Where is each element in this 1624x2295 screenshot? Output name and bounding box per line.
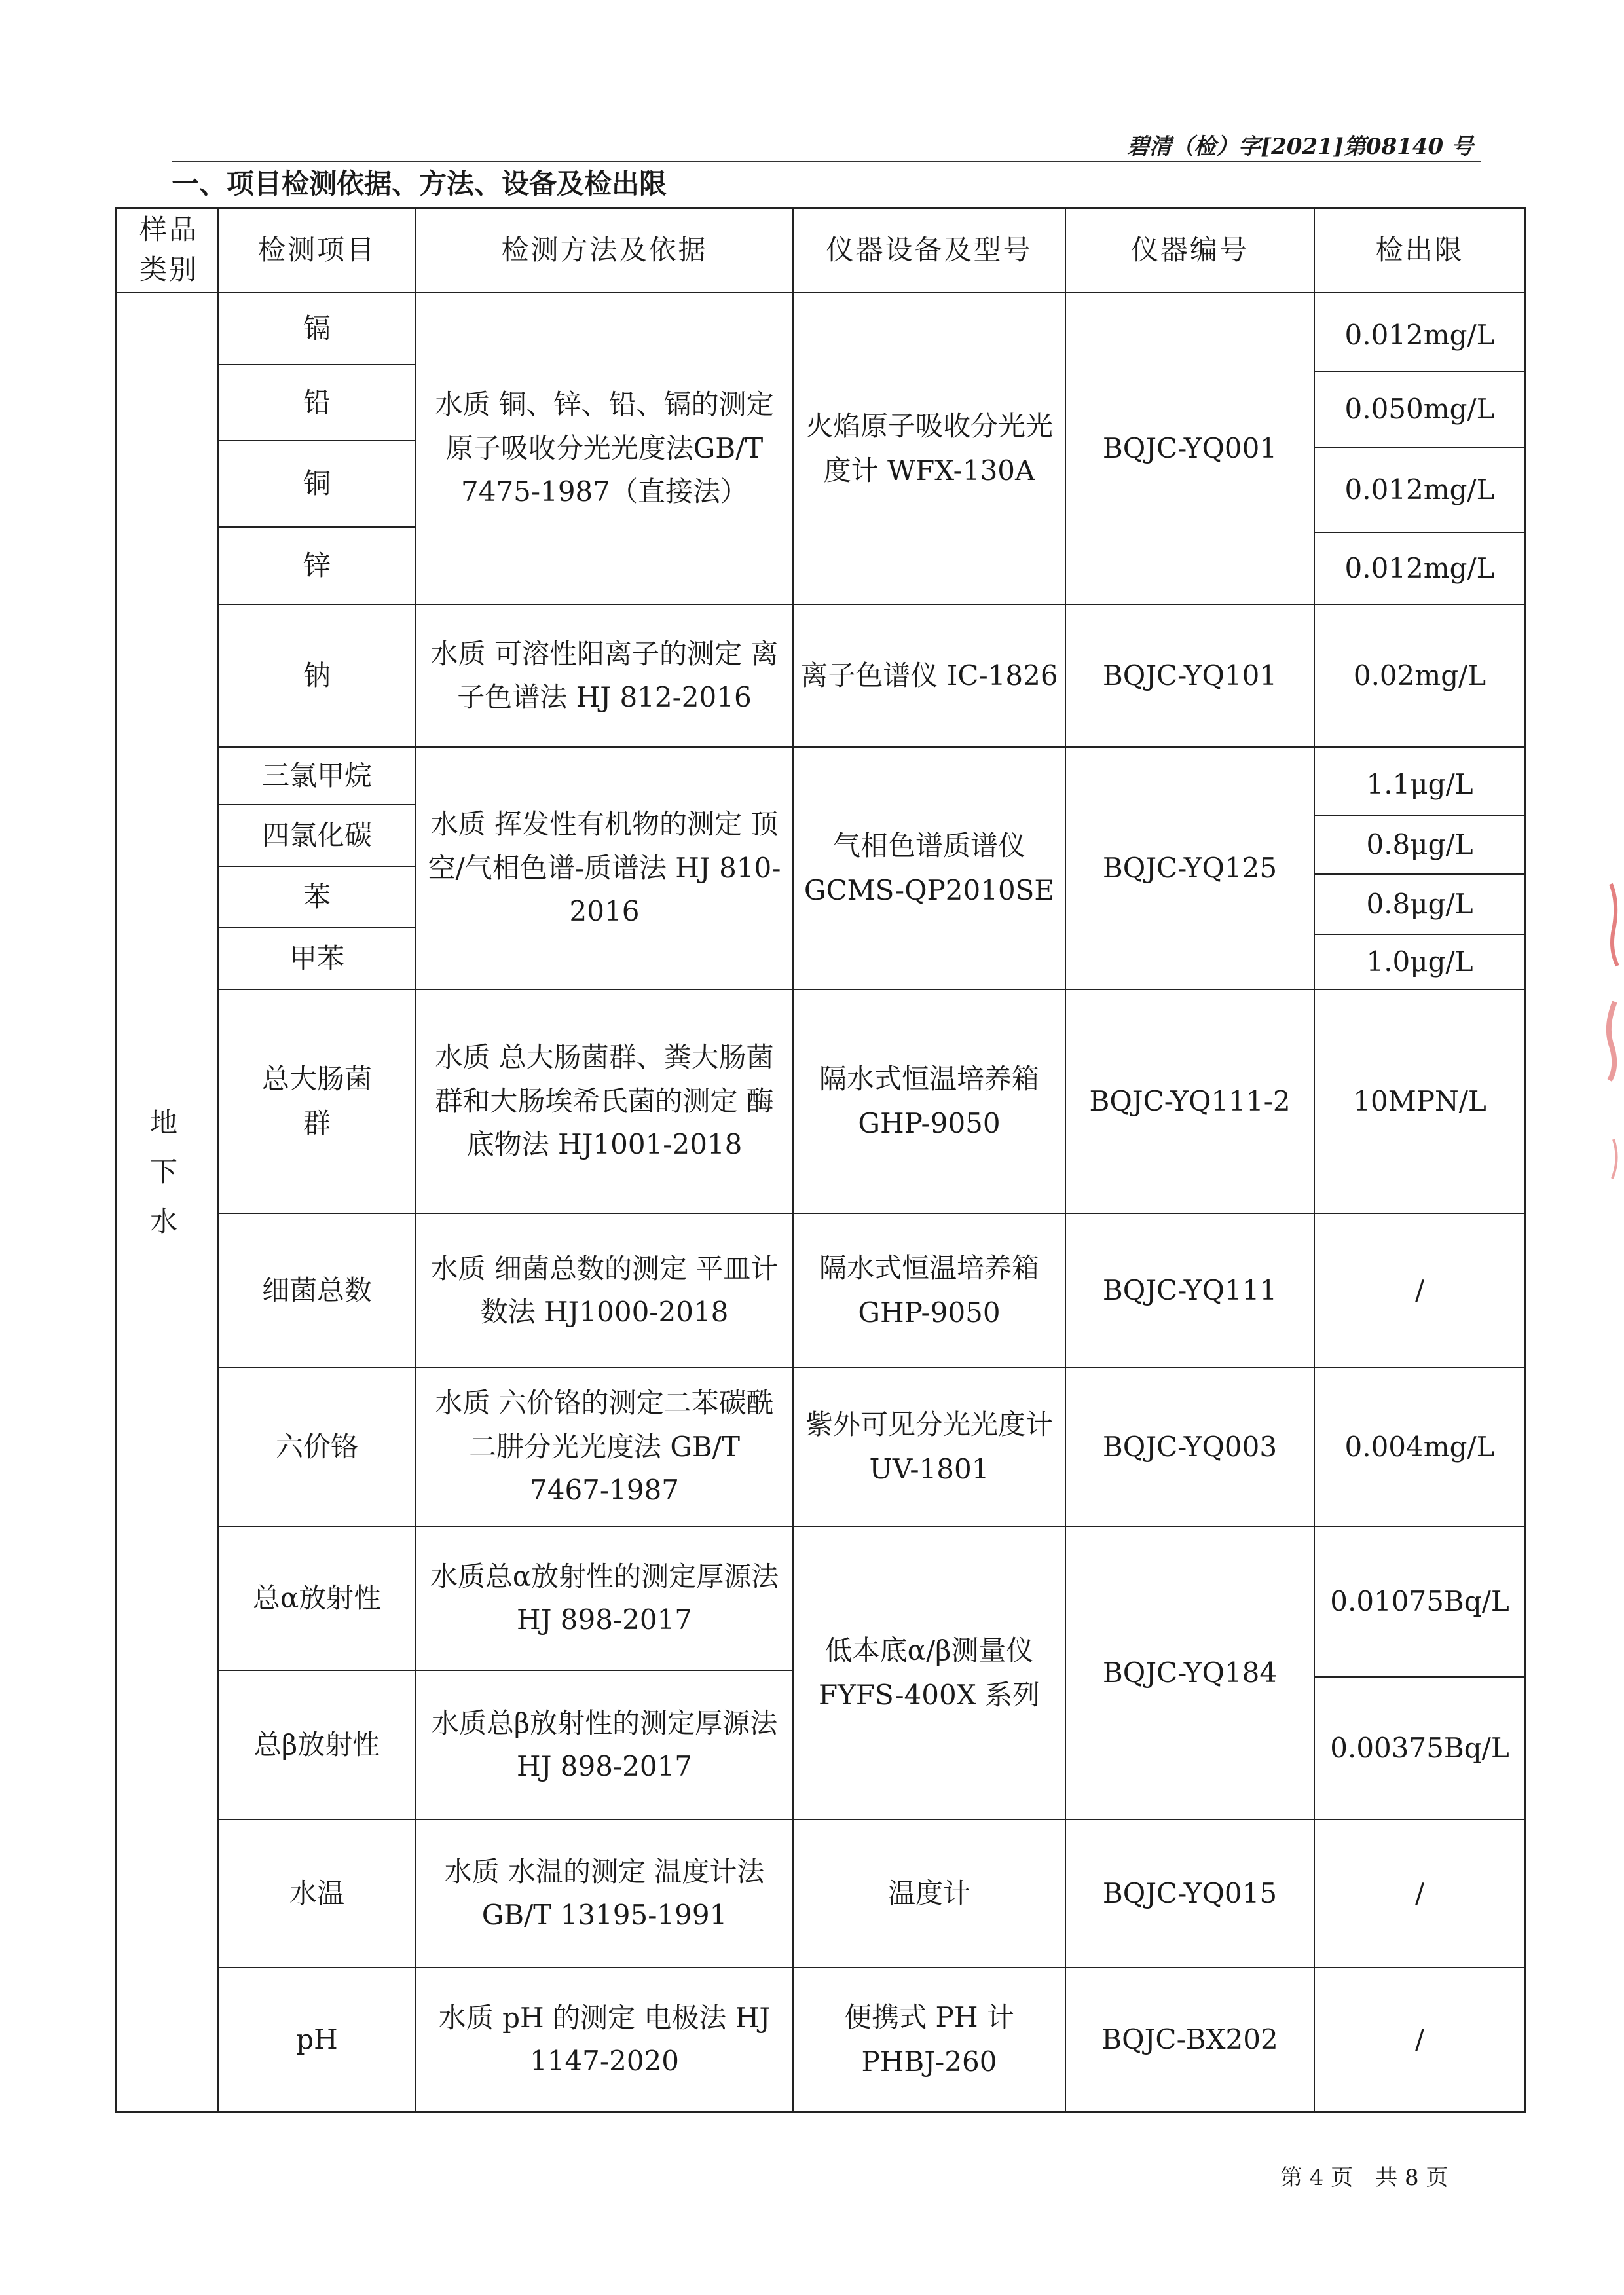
limit-cell: 0.00375Bq/L — [1330, 1731, 1509, 1764]
instrument-id-cell: BQJC-BX202 — [1101, 2023, 1278, 2055]
instrument-id-cell: BQJC-YQ003 — [1102, 1430, 1278, 1463]
instrument-id-cell: BQJC-YQ111-2 — [1089, 1084, 1291, 1117]
method-cell: 水质 挥发性有机物的测定 顶空/气相色谱-质谱法 HJ 810-2016 — [428, 808, 781, 928]
method-cell: 水质 总大肠菌群、粪大肠菌群和大肠埃希氏菌的测定 酶底物法 HJ1001-2018 — [435, 1041, 774, 1161]
limit-cell: / — [1414, 1877, 1425, 1909]
item-cell: 钠 — [303, 659, 331, 691]
header-instrument-id: 仪器编号 — [1130, 233, 1249, 266]
limit-cell: 1.1μg/L — [1366, 767, 1473, 800]
instrument-id-cell: BQJC-YQ015 — [1102, 1877, 1278, 1909]
method-cell: 水质总β放射性的测定厚源法 HJ 898-2017 — [431, 1706, 778, 1782]
limit-cell: 0.012mg/L — [1344, 551, 1495, 584]
limit-cell: 0.012mg/L — [1344, 473, 1495, 505]
limit-cell: 0.8μg/L — [1366, 828, 1473, 860]
header-detection-limit: 检出限 — [1375, 233, 1464, 266]
limit-cell: / — [1414, 2023, 1425, 2055]
report-number: 碧清（检）字[2021]第08140 号 — [1127, 134, 1473, 160]
item-cell: 镉 — [303, 312, 331, 344]
header-instrument: 仪器设备及型号 — [826, 233, 1033, 266]
instrument-cell: 紫外可见分光光度计UV-1801 — [805, 1408, 1053, 1485]
limit-cell: 1.0μg/L — [1366, 945, 1473, 978]
method-cell: 水质总α放射性的测定厚源法 HJ 898-2017 — [430, 1560, 779, 1636]
item-cell: 甲苯 — [289, 942, 344, 974]
method-cell: 水质 铜、锌、铅、镉的测定原子吸收分光光度法GB/T 7475-1987（直接法） — [435, 388, 774, 508]
item-cell: 铜 — [303, 467, 331, 500]
header-test-item: 检测项目 — [257, 233, 376, 266]
instrument-id-cell: BQJC-YQ111 — [1102, 1274, 1278, 1306]
instrument-id-cell: BQJC-YQ184 — [1102, 1656, 1278, 1689]
item-cell: 铅 — [303, 386, 331, 418]
instrument-cell: 低本底α/β测量仪 FYFS-400X 系列 — [819, 1634, 1040, 1711]
item-cell: 苯 — [303, 880, 331, 913]
limit-cell: 0.01075Bq/L — [1330, 1585, 1509, 1617]
limit-cell: 0.02mg/L — [1353, 659, 1486, 691]
method-cell: 水质 细菌总数的测定 平皿计数法 HJ1000-2018 — [430, 1252, 779, 1328]
seal-stamp-fragment — [1585, 851, 1624, 1218]
item-cell: 总β放射性 — [253, 1728, 380, 1761]
item-cell: 细菌总数 — [261, 1274, 372, 1306]
item-cell: 水温 — [289, 1877, 344, 1909]
item-cell: 六价铬 — [275, 1430, 358, 1463]
method-cell: 水质 可溶性阳离子的测定 离子色谱法 HJ 812-2016 — [430, 637, 779, 713]
instrument-cell: 隔水式恒温培养箱GHP-9050 — [819, 1251, 1039, 1329]
limit-cell: 0.050mg/L — [1344, 392, 1495, 425]
item-cell: 三氯甲烷 — [261, 759, 372, 792]
method-cell: 水质 六价铬的测定二苯碳酰二肼分光光度法 GB/T 7467-1987 — [435, 1387, 774, 1507]
instrument-cell: 离子色谱仪 IC-1826 — [800, 659, 1058, 691]
limit-cell: 10MPN/L — [1353, 1084, 1486, 1117]
sample-category-cell: 地下水 — [150, 1106, 178, 1238]
instrument-id-cell: BQJC-YQ101 — [1102, 659, 1278, 691]
limit-cell: 0.012mg/L — [1344, 318, 1495, 351]
page-number: 第 4 页 共 8 页 — [1280, 2165, 1449, 2191]
method-cell: 水质 水温的测定 温度计法 GB/T 13195-1991 — [444, 1855, 765, 1931]
instrument-cell: 气相色谱质谱仪 GCMS-QP2010SE — [803, 829, 1055, 906]
limit-cell: 0.004mg/L — [1344, 1430, 1495, 1463]
item-cell: 四氯化碳 — [261, 818, 372, 851]
header-method: 检测方法及依据 — [501, 233, 708, 266]
limit-cell: / — [1414, 1274, 1425, 1306]
instrument-cell: 隔水式恒温培养箱GHP-9050 — [819, 1062, 1039, 1139]
instrument-cell: 便携式 PH 计 PHBJ-260 — [844, 2000, 1014, 2078]
instrument-id-cell: BQJC-YQ125 — [1102, 851, 1278, 884]
item-cell: 总α放射性 — [252, 1581, 382, 1614]
header-sample-category: 样品类别 — [139, 213, 198, 285]
instrument-cell: 温度计 — [887, 1877, 970, 1909]
method-cell: 水质 pH 的测定 电极法 HJ 1147-2020 — [438, 2001, 771, 2077]
item-cell: 总大肠菌群 — [261, 1062, 372, 1139]
instrument-cell: 火焰原子吸收分光光度计 WFX-130A — [805, 409, 1053, 487]
item-cell: pH — [296, 2023, 338, 2055]
limit-cell: 0.8μg/L — [1366, 887, 1473, 920]
instrument-id-cell: BQJC-YQ001 — [1102, 431, 1278, 464]
item-cell: 锌 — [303, 549, 331, 581]
section-title: 一、项目检测依据、方法、设备及检出限 — [172, 168, 667, 200]
